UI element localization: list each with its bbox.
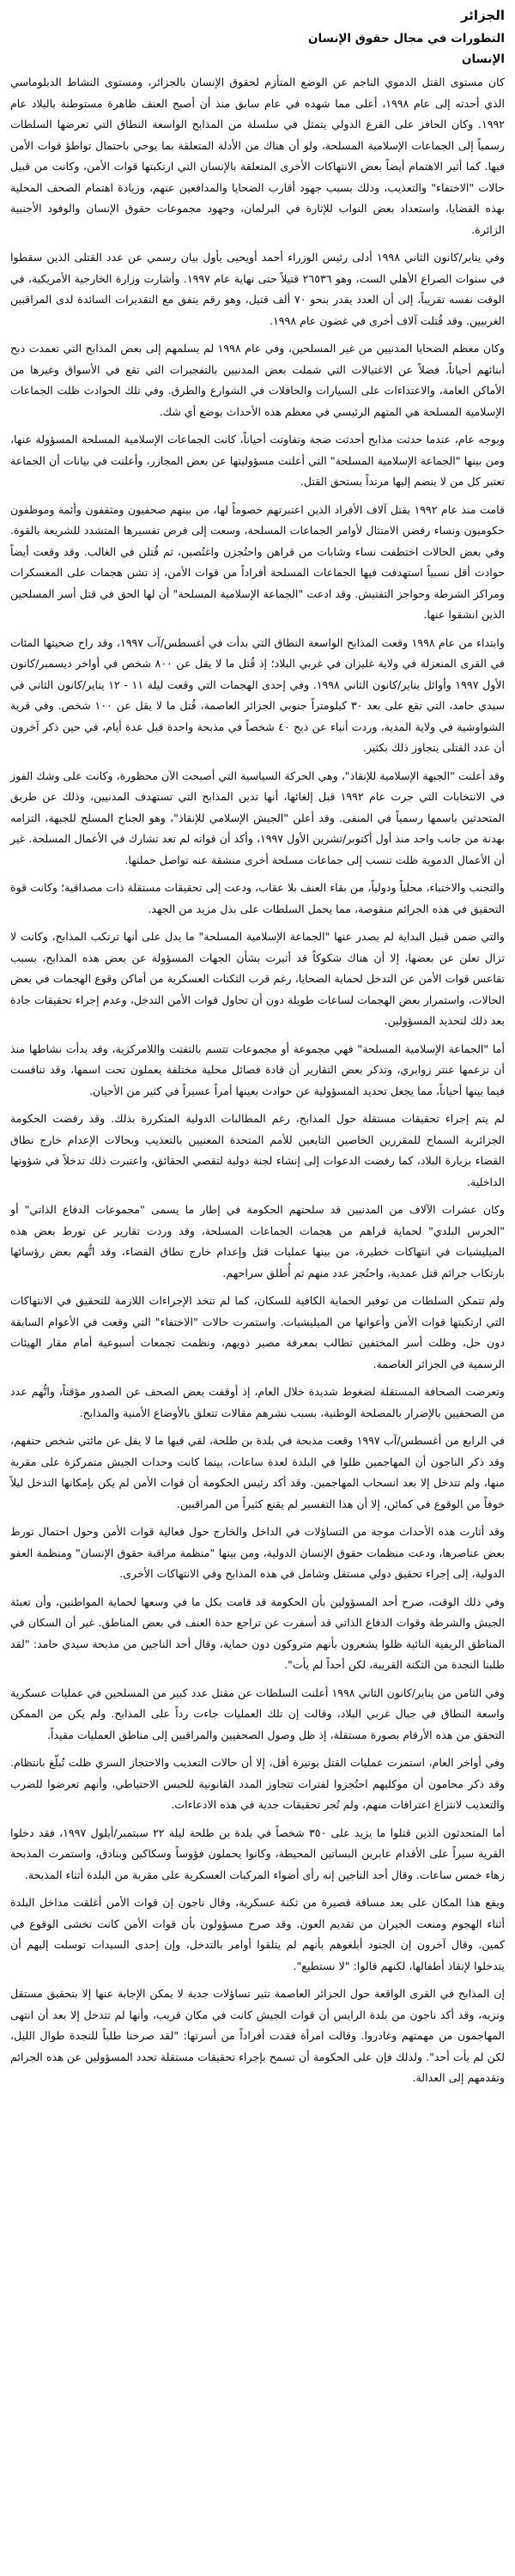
paragraph: وكان عشرات الآلاف من المدنيين قد سلحتهم الحكومة في إطار ما يسمى "مجموعات الدفاع الذاتي" أو "الحرس البلدي" لحماية قراهم من هجمات الجماعات المسلحة، وقد وردت تقارير عن تورط بعض هذه الميليشيات في انتهاكات خطيرة، من بينها عمليات قتل وإعدام خارج نطاق القضاء، وقد اتُّهم بعض رؤسائها بارتكاب جرائم قتل عمدية، واحتُجز عدد منهم ثم أُطلق سراحهم. [10, 1203, 505, 1279]
paragraph: وابتداء من عام ١٩٩٨ وقعت المذابح الواسعة النطاق التي بدأت في أغسطس/آب ١٩٩٧، وقد راح ضحيتها المئات في القرى المنعزلة في ولاية غليزان في غربي البلاد؛ إذ قُتل ما لا يقل عن ٨٠٠ شخص في أواخر ديسمبر/كانون الأول ١٩٩٧ وأوائل يناير/كانون الثاني ١٩٩٨. وفي إحدى الهجمات التي وقعت ليلة ١١ - ١٢ يناير/كانون الثاني في سيدي حامد، التي تقع على بعد ٣٠ كيلومتراً جنوبي الجزائر العاصمة، قُتل ما لا يقل عن ١٠٠ شخص. وفي قرية الشواوشية في ولاية المدية، وردت أنباء عن ذبح ٤٠ شخصاً في مذبحة واحدة قبل عدة أيام، في حين ذكر آخرون أن عدد القتلى يتجاوز ذلك بكثير. [10, 635, 506, 755]
paragraph: وقد أثارت هذه الأحداث موجة من التساؤلات في الداخل والخارج حول فعالية قوات الأمن وحول احتمال تورط بعض عناصرها، ودعت منظمات حقوق الإنسان الدولية، ومن بينها "منظمة مراقبة حقوق الإنسان" ومنظمة العفو الدولية، إلى إجراء تحقيق دولي مستقل وشامل في هذه المذابح وفي الانتهاكات الأخرى. [10, 1525, 505, 1581]
paragraph: أما المتحدثون الذين قتلوا ما يزيد على ٣٥٠ شخصاً في بلدة بن طلحة ليلة ٢٢ سبتمبر/أيلول ١٩٩٧، فقد دخلوا القرية سيراً على الأقدام عابرين البساتين المحيطة، وكانوا يحملون فؤوساً وسكاكين وبنادق، واستمرت المذبحة زهاء خمس ساعات. وقال أحد الناجين إنه رأى أضواء المركبات العسكرية على مقربة من البلدة أثناء المذبحة. [10, 1826, 506, 1881]
paragraph: وفي يناير/كانون الثاني ١٩٩٨ أدلى رئيس الوزراء أحمد أويحيى بأول بيان رسمي عن عدد القتلى الذين سقطوا في سنوات الصراع الأهلي الست، وهو ٢٦٥٣٦ قتيلاً حتى نهاية عام ١٩٩٧. وأشارت وزارة الخارجية الأمريكية، في الوقت نفسه تقريباً، إلى أن العدد يقدر بنحو ٧٠ ألف قتيل، وهو رقم يتفق مع التقديرات السائدة لدى المراقبين الغربيين. وقد قُتلت آلاف أخرى في غضون عام ١٩٩٨. [10, 251, 506, 327]
paragraph: وفي ذلك الوقت، صرح أحد المسؤولين بأن الحكومة قد قامت بكل ما في وسعها لحماية المواطنين، وأن تعبئة الجيش والشرطة وقوات الدفاع الذاتي قد أسفرت عن تراجع حدة العنف في بعض المناطق. غير أن السكان في المناطق الريفية النائية ظلوا يشعرون بأنهم متروكون دون حماية، وقال أحد الناجين من مذبحة سيدي حامد: "لقد طلبنا النجدة من الثكنة القريبة، لكن أحداً لم يأت". [10, 1595, 505, 1672]
country-heading: الجزائر [460, 8, 505, 23]
report-body [10, 72, 505, 2089]
paragraph: وقد أعلنت "الجبهة الإسلامية للإنقاذ"، وهي الحركة السياسية التي أصبحت الآن محظورة، وكانت على وشك الفوز في الانتخابات التي جرت عام ١٩٩٢ قبل إلغائها، أنها تدين المذابح التي تستهدف المدنيين، وذلك عن طريق المتحدثين باسمها رسمياً في المنفى. وقد أعلن "الجيش الإسلامي للإنقاذ"، وهو الجناح المسلح للجبهة، التزامه بهدنة من جانب واحد منذ أول أكتوبر/تشرين الأول ١٩٩٧، وأكد أن قواته لم تعد تشارك في الأعمال المسلحة. غير أن الأعمال الدموية ظلت تنسب إلى جماعات مسلحة أخرى منشقة عنه تواصل حملتها. [9, 769, 505, 866]
paragraph: وفي الثامن من يناير/كانون الثاني ١٩٩٨ أعلنت السلطات عن مقتل عدد كبير من المسلحين في عمليات عسكرية واسعة النطاق في جبال غربي البلاد، وقالت إن تلك العمليات جاءت رداً على المذابح. ولم يكن من الممكن التحقق من هذه الأرقام بصورة مستقلة، إذ ظل وصول الصحفيين والمراقبين إلى مناطق العمليات مقيداً. [10, 1686, 505, 1741]
paragraph: ويقع هذا المكان على بعد مسافة قصيرة من ثكنة عسكرية، وقال ناجون إن قوات الأمن أغلقت مداخل البلدة أثناء الهجوم ومنعت الجيران من تقديم العون. وقد صرح مسؤولون بأن قوات الأمن كانت تخشى الوقوع في كمين. وقال آخرون إن الجنود أبلغوهم بأنهم لم يتلقوا أوامر بالتدخل، وإن إحدى السيدات توسلت إليهم أن يتدخلوا لإنقاذ أطفالها، لكنهم قالوا: "لا نستطيع". [10, 1896, 505, 1972]
paragraph: لم يتم إجراء تحقيقات مستقلة حول المذابح، رغم المطالبات الدولية المتكررة بذلك. وقد رفضت الحكومة الجزائرية السماح للمقررين الخاصين التابعين للأمم المتحدة المعنيين بالتعذيب وبحالات الإعدام خارج نطاق القضاء بزيارة البلاد، كما رفضت الدعوات إلى إنشاء لجنة دولية لتقصي الحقائق، واعتبرت ذلك تدخلاً في شؤونها الداخلية. [10, 1112, 505, 1188]
paragraph: والتجنب والاختباء، محلياً ودولياً، من بقاء العنف بلا عقاب، ودعت إلى تحقيقات مستقلة ذات مصداقية؛ وكانت قوة التحقيق في هذه الجرائم منقوصة، مما يحمل السلطات على بذل مزيد من الجهد. [10, 881, 505, 915]
paragraph: قامت منذ عام ١٩٩٢ بقتل آلاف الأفراد الذين اعتبرتهم خصوماً لها، من بينهم صحفيون ومثقفون وأئمة وموظفون حكوميون ونساء رفضن الامتثال لأوامر الجماعات المسلحة، وسعت إلى فرض تفسيرها المتشدد للشريعة بالقوة. وفي بعض الحالات اختطفت نساء وشابات من قراهن واحتُجزن واغتُصبن، ثم قُتلن في الغالب. وقد وقعت أيضاً حوادث أقل نسبياً استهدفت فيها الجماعات المسلحة أفراداً من قوات الأمن، إذ تشن هجمات على المعسكرات ومراكز الشرطة وحواجز التفتيش. وقد ادعت "الجماعة الإسلامية المسلحة" أن لها الحق في قتل أسر المسلحين الذين انشقوا عنها. [10, 502, 505, 622]
paragraph: والتي ضمن قبيل البداية لم يصدر عنها "الجماعة الإسلامية المسلحة" ما يدل على أنها ترتكب المذابح، وكانت لا تزال تعلن عن بعضها، إلا أن هناك شكوكاً قد أثيرت بشأن الجهات المسؤولة عن بعض هذه المذابح، بسبب تقاعس قوات الأمن عن التدخل لحماية الضحايا، رغم قرب الثكنات العسكرية من أماكن وقوع الهجمات في بعض الحالات، واستمرار بعض الهجمات لساعات طويلة دون أن تحاول قوات الأمن التدخل، وعدم إجراء تحقيقات جادة بعد ذلك لتحديد المسؤولين. [10, 930, 505, 1028]
paragraph: كان مستوى القتل الدموي الناجم عن الوضع المتأزم لحقوق الإنسان بالجزائر، ومستوى النشاط الدبلوماسي الذي أحدثه إلى عام ١٩٩٨، أعلى مما شهده في عام سابق منذ أن أصبح العنف ظاهرة مستوطنة بالبلاد عام ١٩٩٢. وكان الحافز على القرع الدولي يتمثل في سلسلة من المذابح الواسعة النطاق التي تعرضها السلطات رسمياً إلى الجماعات الإسلامية المسلحة، ولو أن هناك من الأدلة المتعلقة بما يوحي باحتمال تواطؤ قوات الأمن فيها. كما أثير الاهتمام أيضاً بعض الانتهاكات الأخرى المتعلقة بالإنسان التي ارتكبتها قوات الأمن، وكانت من قبيل حالات "الاختفاء" والتعذيب، وذلك بسبب جهود أقارب الضحايا والمدافعين عنهم، وزيادة اهتمام الصحف المحلية بهذه القضايا، واستعداد بعض النواب للإثارة في البرلمان، وجهود مجموعات حقوق الإنسان والوفود الأجنبية الزائرة. [10, 76, 506, 236]
paragraph: إن المذابح في القرى الواقعة حول الجزائر العاصمة تثير تساؤلات جدية لا يمكن الإجابة عنها إلا بتحقيق مستقل ونزيه، وقد أكد ناجون من بلدة الرايس أن قوات الجيش كانت في مكان قريب، وأنها لم تتدخل إلا بعد أن انتهى المهاجمون من مهمتهم وغادروا. وقالت امرأة فقدت أفراداً من أسرتها: "لقد صرخنا طلباً للنجدة طوال الليل، لكن لم يأت أحد". ولذلك فإن على الحكومة أن تسمح بإجراء تحقيقات مستقلة تحدد المسؤولين عن هذه الجرائم وتقدمهم إلى العدالة. [10, 1987, 505, 2085]
section-title: التطورات في مجال حقوق الإنسان [307, 32, 505, 46]
paragraph: وبوجه عام، عندما حدثت مذابح أحدثت ضجة وتفاوتت أحياناً، كانت الجماعات الإسلامية المسلحة المسؤولة عنها، ومن بينها "الجماعة الإسلامية المسلحة" التي أعلنت مسؤوليتها عن بعض المجازر، وأعلنت في بيانات أن الجماعة تعتبر كل من لا ينضم إليها مرتداً يستحق القتل. [10, 433, 505, 489]
paragraph: أما "الجماعة الإسلامية المسلحة" فهي مجموعة أو مجموعات تتسم بالتفتت واللامركزية، وقد بدأت نشاطها منذ أن تزعمها عنتر زوابري، وتذكر بعض التقارير أن قادة فصائل محلية مختلفة يعملون تحت اسمها، وقد تنافست فيما بينها أحياناً، مما يجعل تحديد المسؤولية عن حوادث بعينها أمراً عسيراً في كثير من الأحيان. [10, 1042, 505, 1097]
paragraph: وفي أواخر العام، استمرت عمليات القتل بوتيرة أقل، إلا أن حالات التعذيب والاحتجاز السري ظلت تُبلّغ بانتظام. وقد ذكر محامون أن موكليهم احتُجزوا لفترات تتجاوز المدد القانونية للحبس الاحتياطي، وأنهم تعرضوا للضرب والتعذيب لانتزاع اعترافات منهم، ولم تُجر تحقيقات جدية في هذه الادعاءات. [10, 1756, 505, 1812]
subsection-title: الإنسان [461, 52, 505, 66]
paragraph: ولم تتمكن السلطات من توفير الحماية الكافية للسكان، كما لم تتخذ الإجراءات اللازمة للتحقيق في الانتهاكات التي ارتكبتها قوات الأمن وأعوانها من الميليشيات. واستمرت حالات "الاختفاء" التي وقعت في الأعوام السابقة دون حل، وظلت أسر المختفين تطالب بمعرفة مصير ذويهم، ونظمت تجمعات أسبوعية أمام مقار الهيئات الرسمية في الجزائر العاصمة. [10, 1294, 505, 1370]
paragraph: وتعرضت الصحافة المستقلة لضغوط شديدة خلال العام، إذ أوقفت بعض الصحف عن الصدور مؤقتاً، واتُّهم عدد من الصحفيين بالإضرار بالمصلحة الوطنية، بسبب نشرهم مقالات تتعلق بالأوضاع الأمنية والمذابح. [10, 1385, 505, 1419]
paragraph: وكان معظم الضحايا المدنيين من غير المسلحين، وفي عام ١٩٩٨ لم يسلمهم إلى بعض المذابح التي تعمدت ذبح أبنائهم أحياناً، فضلاً عن الاغتيالات التي شملت بعض المدنيين بالتفجيرات التي تقع في الأسواق وغيرها من الأماكن العامة، والاعتداءات على السيارات والحافلات في الشوارع والطرق. وفي تلك الحوادث ظلت الجماعات الإسلامية المسلحة هي المتهم الرئيسي في معظم هذه الأحداث بوضع أي شك. [10, 342, 505, 418]
paragraph: في الرابع من أغسطس/آب ١٩٩٧ وقعت مذبحة في بلدة بن طلحة، لقي فيها ما لا يقل عن مائتي شخص حتفهم، وقد ذكر الناجون أن المهاجمين ظلوا في البلدة لعدة ساعات، بينما كانت وحدات الجيش متمركزة على مقربة منها، ولم تتدخل إلا بعد انسحاب المهاجمين. وقد أكد رئيس الحكومة أن قوات الأمن لم يكن بإمكانها التدخل ليلاً خوفاً من الوقوع في كمائن، إلا أن هذا التفسير لم يقنع كثيراً من المراقبين. [10, 1434, 505, 1510]
